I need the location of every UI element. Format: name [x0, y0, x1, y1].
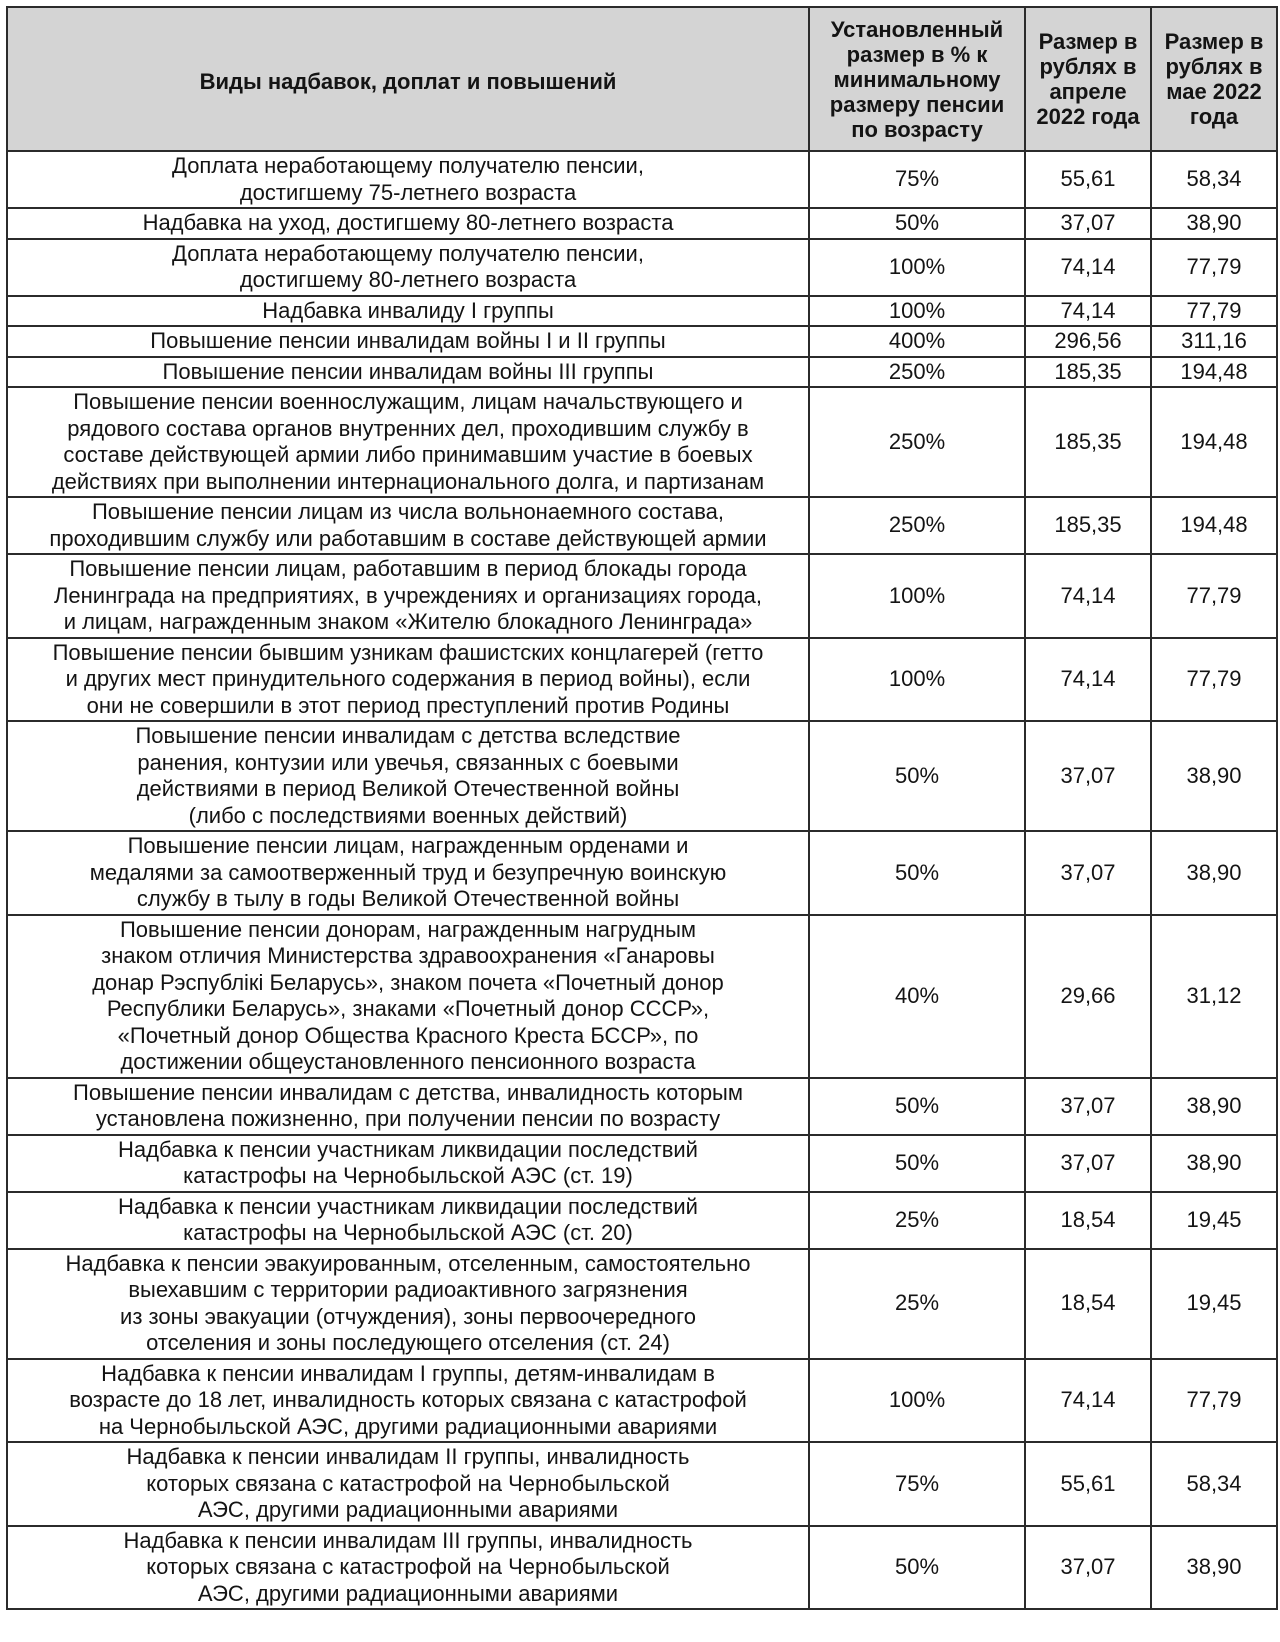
table-body [7, 151, 1277, 1609]
header-row [7, 7, 1277, 151]
row-may-amount: 19,45 [1151, 1249, 1277, 1359]
table-row [7, 387, 1277, 497]
header-percent: Установленный размер в % к минимальному размеру пенсии по возрасту [809, 7, 1025, 151]
row-may-amount: 77,79 [1151, 554, 1277, 638]
row-description: Надбавка к пенсии эвакуированным, отселенным, самостоятельно выехавшим с территории радиоактивного загрязнения из зоны эвакуации (отчуждения), зоны первоочередного отселения и зоны последующего отселения (ст. 24) [7, 1249, 809, 1359]
row-description: Повышение пенсии лицам, награжденным орденами и медалями за самоотверженный труд и безупречную воинскую службу в тылу в годы Великой Отечественной войны [7, 831, 809, 915]
row-description: Доплата неработающему получателю пенсии, достигшему 75-летнего возраста [7, 151, 809, 208]
row-may-amount: 38,90 [1151, 831, 1277, 915]
row-april-amount: 37,07 [1025, 1078, 1151, 1135]
row-percent: 75% [809, 151, 1025, 208]
row-description: Повышение пенсии инвалидам с детства, инвалидность которым установлена пожизненно, при получении пенсии по возрасту [7, 1078, 809, 1135]
row-description: Повышение пенсии военнослужащим, лицам начальствующего и рядового состава органов внутренних дел, проходившим службу в составе действующей армии либо принимавшим участие в боевых действиях при выполнении интернационального долга, и партизанам [7, 387, 809, 497]
row-may-amount: 77,79 [1151, 239, 1277, 296]
row-description: Надбавка к пенсии участникам ликвидации последствий катастрофы на Чернобыльской АЭС (ст. 20) [7, 1192, 809, 1249]
row-percent: 50% [809, 1078, 1025, 1135]
row-percent: 25% [809, 1249, 1025, 1359]
row-april-amount: 296,56 [1025, 326, 1151, 357]
table-row [7, 497, 1277, 554]
table-row [7, 1249, 1277, 1359]
row-may-amount: 311,16 [1151, 326, 1277, 357]
row-may-amount: 31,12 [1151, 915, 1277, 1078]
row-april-amount: 37,07 [1025, 208, 1151, 239]
row-april-amount: 74,14 [1025, 1359, 1151, 1443]
row-april-amount: 37,07 [1025, 1526, 1151, 1610]
row-percent: 400% [809, 326, 1025, 357]
row-april-amount: 18,54 [1025, 1249, 1151, 1359]
table-header [7, 7, 1277, 151]
row-percent: 250% [809, 357, 1025, 388]
row-may-amount: 77,79 [1151, 1359, 1277, 1443]
header-may: Размер в рублях в мае 2022 года [1151, 7, 1277, 151]
table-row [7, 721, 1277, 831]
row-description: Надбавка к пенсии инвалидам I группы, детям-инвалидам в возрасте до 18 лет, инвалидность которых связана с катастрофой на Чернобыльской АЭС, другими радиационными авариями [7, 1359, 809, 1443]
row-description: Повышение пенсии лицам, работавшим в период блокады города Ленинграда на предприятиях, в учреждениях и организациях города, и лицам, награжденным знаком «Жителю блокадного Ленинграда» [7, 554, 809, 638]
row-april-amount: 29,66 [1025, 915, 1151, 1078]
row-percent: 250% [809, 497, 1025, 554]
row-percent: 100% [809, 296, 1025, 327]
row-percent: 50% [809, 1526, 1025, 1610]
row-may-amount: 58,34 [1151, 1442, 1277, 1526]
row-may-amount: 194,48 [1151, 357, 1277, 388]
row-april-amount: 185,35 [1025, 357, 1151, 388]
row-description: Надбавка к пенсии инвалидам II группы, инвалидность которых связана с катастрофой на Чернобыльской АЭС, другими радиационными авариями [7, 1442, 809, 1526]
row-may-amount: 19,45 [1151, 1192, 1277, 1249]
row-april-amount: 37,07 [1025, 1135, 1151, 1192]
row-april-amount: 74,14 [1025, 554, 1151, 638]
row-may-amount: 77,79 [1151, 296, 1277, 327]
row-may-amount: 38,90 [1151, 1526, 1277, 1610]
row-description: Повышение пенсии бывшим узникам фашистских концлагерей (гетто и других мест принудительного содержания в период войны), если они не совершили в этот период преступлений против Родины [7, 638, 809, 722]
row-description: Повышение пенсии инвалидам войны III группы [7, 357, 809, 388]
row-description: Надбавка к пенсии участникам ликвидации последствий катастрофы на Чернобыльской АЭС (ст. 19) [7, 1135, 809, 1192]
table-row [7, 638, 1277, 722]
table-row [7, 208, 1277, 239]
row-percent: 50% [809, 831, 1025, 915]
row-description: Повышение пенсии донорам, награжденным нагрудным знаком отличия Министерства здравоохранения «Ганаровы донар Рэспублікі Беларусь», знаком почета «Почетный донор Республики Беларусь», знаками «Почетный донор СССР», «Почетный донор Общества Красного Креста БССР», по достижении общеустановленного пенсионного возраста [7, 915, 809, 1078]
table-row [7, 357, 1277, 388]
table-row [7, 1359, 1277, 1443]
row-description: Доплата неработающему получателю пенсии, достигшему 80-летнего возраста [7, 239, 809, 296]
table-row [7, 831, 1277, 915]
row-april-amount: 74,14 [1025, 638, 1151, 722]
row-april-amount: 55,61 [1025, 151, 1151, 208]
table-row [7, 296, 1277, 327]
row-april-amount: 37,07 [1025, 721, 1151, 831]
row-percent: 250% [809, 387, 1025, 497]
row-may-amount: 194,48 [1151, 387, 1277, 497]
row-may-amount: 58,34 [1151, 151, 1277, 208]
row-description: Повышение пенсии лицам из числа вольнонаемного состава, проходившим службу или работавшим в составе действующей армии [7, 497, 809, 554]
row-description: Надбавка инвалиду I группы [7, 296, 809, 327]
row-percent: 50% [809, 1135, 1025, 1192]
row-may-amount: 38,90 [1151, 721, 1277, 831]
table-row [7, 1192, 1277, 1249]
row-may-amount: 38,90 [1151, 208, 1277, 239]
row-percent: 100% [809, 1359, 1025, 1443]
table-row [7, 1442, 1277, 1526]
row-description: Повышение пенсии инвалидам войны I и II группы [7, 326, 809, 357]
row-percent: 40% [809, 915, 1025, 1078]
row-april-amount: 74,14 [1025, 296, 1151, 327]
table-row [7, 1135, 1277, 1192]
row-percent: 50% [809, 208, 1025, 239]
table-row [7, 1078, 1277, 1135]
table-row [7, 554, 1277, 638]
row-april-amount: 55,61 [1025, 1442, 1151, 1526]
row-description: Повышение пенсии инвалидам с детства вследствие ранения, контузии или увечья, связанных с боевыми действиями в период Великой Отечественной войны (либо с последствиями военных действий) [7, 721, 809, 831]
row-may-amount: 194,48 [1151, 497, 1277, 554]
row-april-amount: 185,35 [1025, 497, 1151, 554]
row-may-amount: 38,90 [1151, 1078, 1277, 1135]
row-percent: 75% [809, 1442, 1025, 1526]
row-percent: 100% [809, 554, 1025, 638]
table-row [7, 151, 1277, 208]
row-may-amount: 38,90 [1151, 1135, 1277, 1192]
table-row [7, 326, 1277, 357]
row-description: Надбавка на уход, достигшему 80-летнего возраста [7, 208, 809, 239]
table-row [7, 1526, 1277, 1610]
header-april: Размер в рублях в апреле 2022 года [1025, 7, 1151, 151]
row-percent: 25% [809, 1192, 1025, 1249]
pension-supplements-table [6, 6, 1278, 1610]
row-april-amount: 18,54 [1025, 1192, 1151, 1249]
row-april-amount: 37,07 [1025, 831, 1151, 915]
row-percent: 50% [809, 721, 1025, 831]
document-page [6, 6, 1278, 1610]
header-type: Виды надбавок, доплат и повышений [7, 7, 809, 151]
row-april-amount: 74,14 [1025, 239, 1151, 296]
row-percent: 100% [809, 638, 1025, 722]
row-description: Надбавка к пенсии инвалидам III группы, инвалидность которых связана с катастрофой на Чернобыльской АЭС, другими радиационными авариями [7, 1526, 809, 1610]
row-may-amount: 77,79 [1151, 638, 1277, 722]
table-row [7, 915, 1277, 1078]
table-row [7, 239, 1277, 296]
row-percent: 100% [809, 239, 1025, 296]
row-april-amount: 185,35 [1025, 387, 1151, 497]
